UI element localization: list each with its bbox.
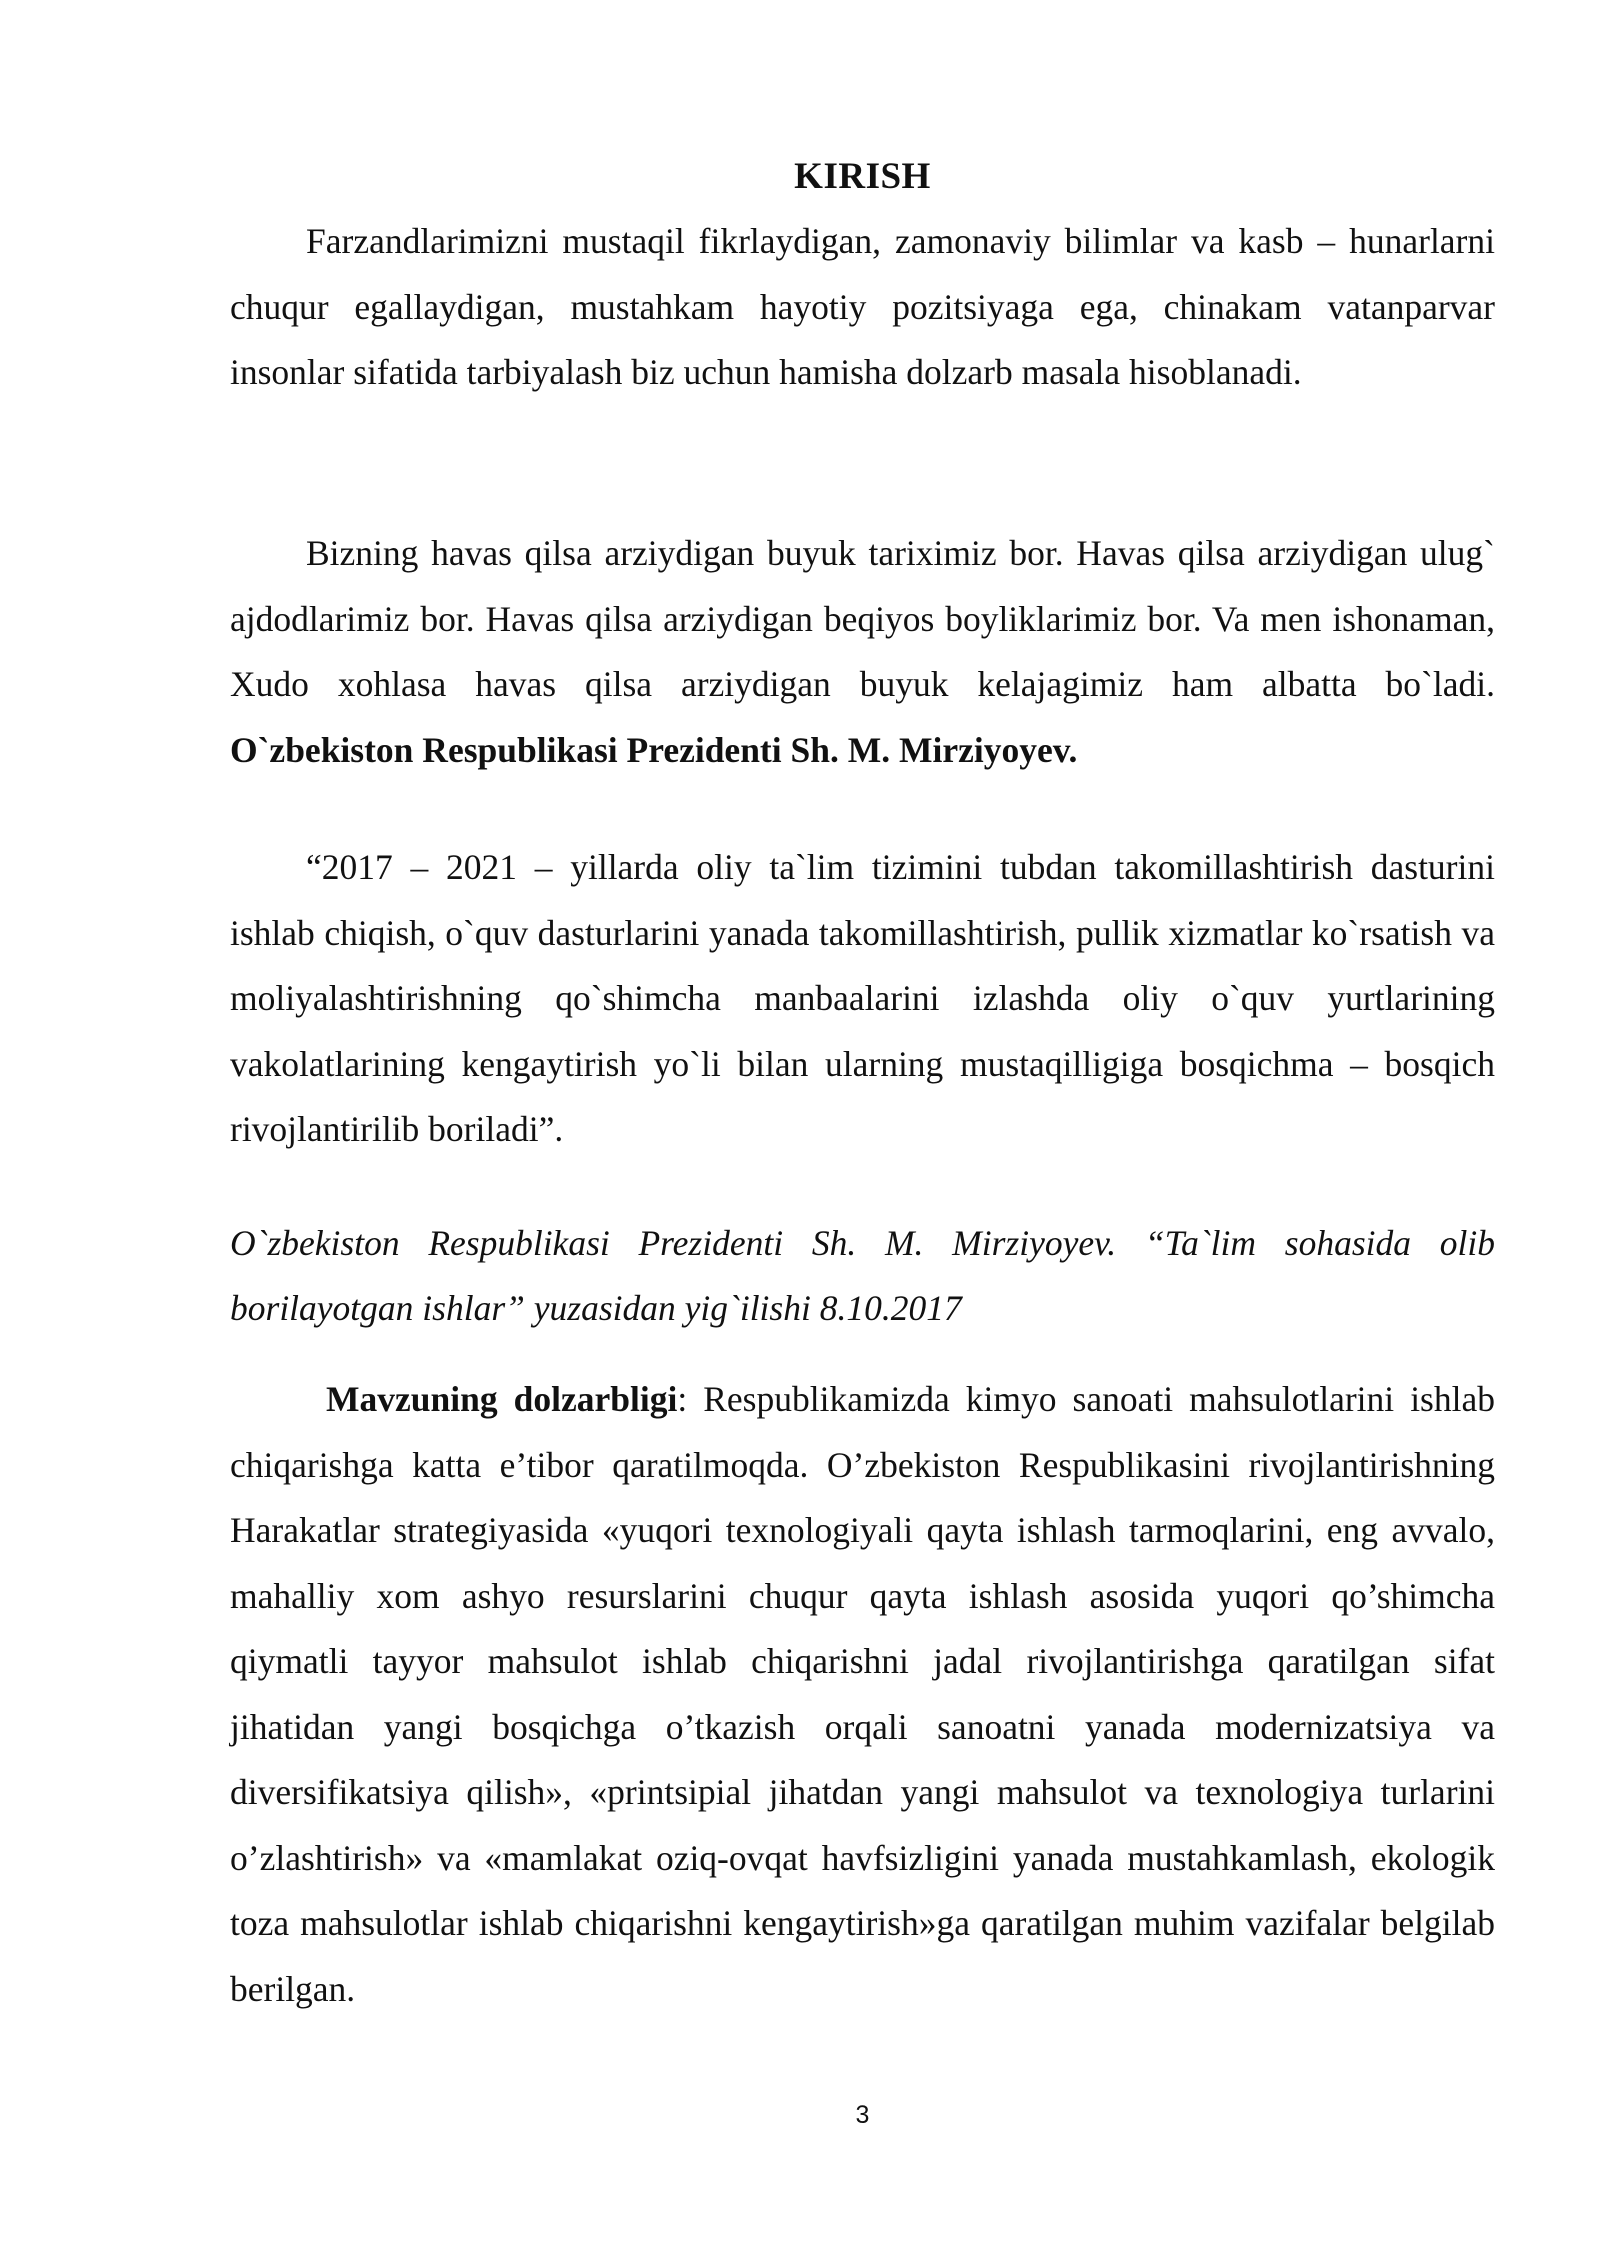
document-title: KIRISH: [794, 156, 931, 197]
document-page: [230, 0, 1495, 2262]
relevance-paragraph: [230, 1367, 1495, 2022]
quote-paragraph: [230, 521, 1495, 783]
citation: O`zbekiston Respublikasi Prezidenti Sh. M. Mirziyoyev. “Ta`lim sohasida olib borilayotgan ishlar” yuzasidan yig`ilishi 8.10.2017: [230, 1223, 1495, 1328]
quote-text: Bizning havas qilsa arziydigan buyuk tariximiz bor. Havas qilsa arziydigan ulug` ajdodlarimiz bor. Havas qilsa arziydigan beqiyos boyliklarimiz bor. Va men ishonaman, Xudo xohlasa havas qilsa arziydigan buyuk kelajagimiz ham albatta bo`ladi.: [230, 533, 1495, 704]
quote-author: O`zbekiston Respublikasi Prezidenti Sh. M. Mirziyoyev.: [230, 729, 1078, 770]
relevance-heading: Mavzuning dolzarbligi: [326, 1379, 678, 1419]
relevance-text: : Respublikamizda kimyo sanoati mahsulotlarini ishlab chiqarishga katta e’tibor qaratilmoqda. O’zbekiston Respublikasini rivojlantirishning Harakatlar strategiyasida «yuqori texnologiyali qayta ishlash tarmoqlarini, eng avvalo, mahalliy xom ashyo resurslarini chuqur qayta ishlash asosida yuqori qo’shimcha qiymatli tayyor mahsulot ishlab chiqarishni jadal rivojlantirishga qaratilgan sifat jihatidan yangi bosqichga o’tkazish orqali sanoatni yanada modernizatsiya va diversifikatsiya qilish», «printsipial jihatdan yangi mahsulot va texnologiya turlarini o’zlashtirish» va «mamlakat oziq-ovqat havfsizligini yanada mustahkamlash, ekologik toza mahsulotlar ishlab chiqarishni kengaytirish»ga qaratilgan muhim vazifalar belgilab berilgan.: [230, 1379, 1495, 2009]
reform-quote-paragraph: “2017 – 2021 – yillarda oliy ta`lim tizimini tubdan takomillashtirish dasturini ishlab chiqish, o`quv dasturlarini yanada takomillashtirish, pullik xizmatlar ko`rsatish va moliyalashtirishning qo`shimcha manbaalarini izlashda oliy o`quv yurtlarining vakolatlarining kengaytirish yo`li bilan ularning mustaqilligiga bosqichma – bosqich rivojlantirilib boriladi”.: [230, 847, 1495, 1149]
intro-paragraph: Farzandlarimizni mustaqil fikrlaydigan, zamonaviy bilimlar va kasb – hunarlarni chuqur egallaydigan, mustahkam hayotiy pozitsiyaga ega, chinakam vatanparvar insonlar sifatida tarbiyalash biz uchun hamisha dolzarb masala hisoblanadi.: [230, 221, 1495, 392]
page-number: 3: [855, 2101, 870, 2129]
